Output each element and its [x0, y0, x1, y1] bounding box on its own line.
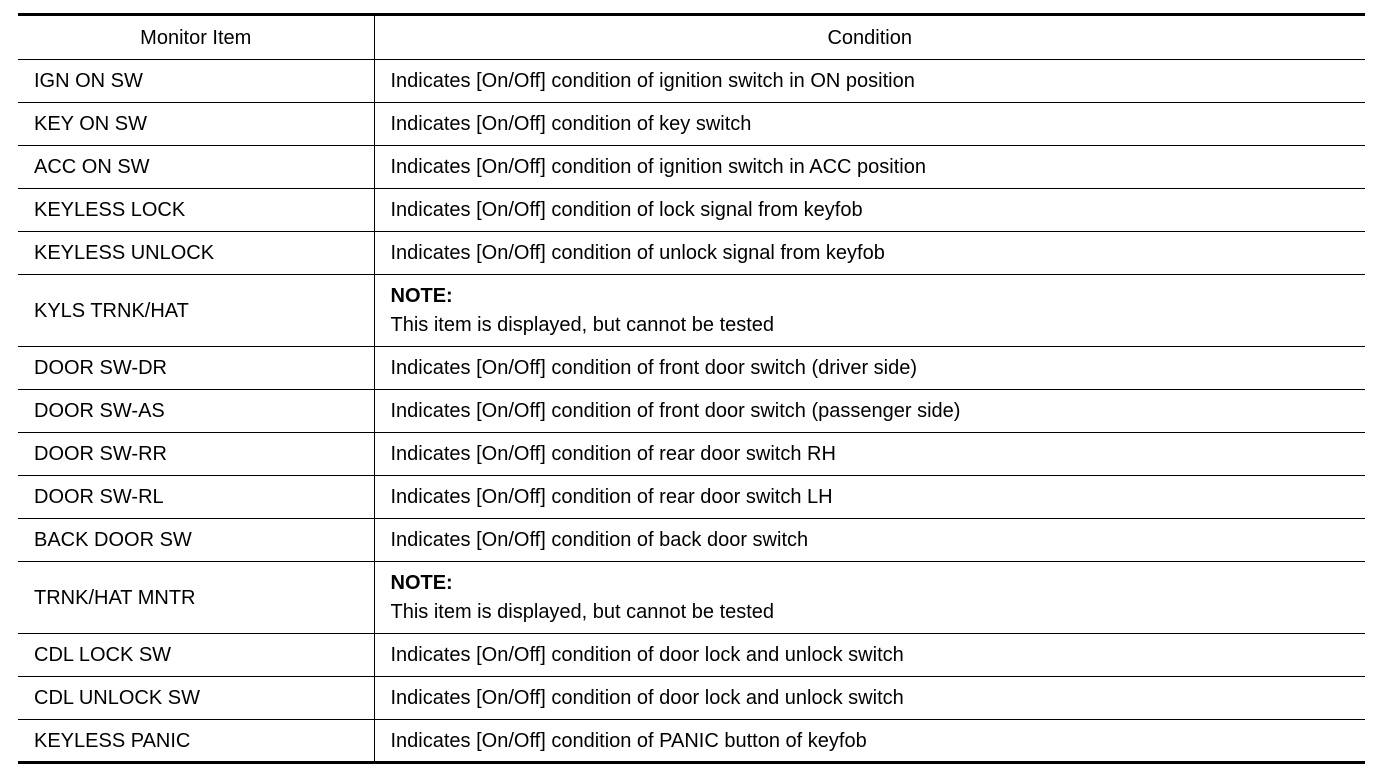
monitor-item-cell: KYLS TRNK/HAT: [18, 275, 374, 347]
note-text: This item is displayed, but cannot be tested: [390, 600, 775, 623]
monitor-item-cell: IGN ON SW: [18, 60, 374, 103]
header-monitor-item: Monitor Item: [18, 15, 374, 60]
table-header: [18, 15, 1365, 60]
condition-cell-note: [374, 275, 1365, 347]
monitor-item-cell: DOOR SW-DR: [18, 347, 374, 390]
table-row: [18, 562, 1365, 634]
monitor-item-cell: KEYLESS PANIC: [18, 720, 374, 763]
condition-cell: Indicates [On/Off] condition of ignition switch in ACC position: [374, 146, 1365, 189]
condition-cell: Indicates [On/Off] condition of door lock and unlock switch: [374, 677, 1365, 720]
monitor-item-cell: KEYLESS LOCK: [18, 189, 374, 232]
table-row: [18, 189, 1365, 232]
table-row: [18, 146, 1365, 189]
condition-cell: Indicates [On/Off] condition of lock signal from keyfob: [374, 189, 1365, 232]
table-body: [18, 60, 1365, 763]
monitor-item-table: [18, 13, 1365, 764]
monitor-item-cell: DOOR SW-RL: [18, 476, 374, 519]
note-label: NOTE:: [390, 284, 453, 307]
monitor-item-cell: KEYLESS UNLOCK: [18, 232, 374, 275]
condition-cell: Indicates [On/Off] condition of PANIC button of keyfob: [374, 720, 1365, 763]
monitor-item-cell: TRNK/HAT MNTR: [18, 562, 374, 634]
monitor-item-cell: CDL UNLOCK SW: [18, 677, 374, 720]
table-row: [18, 476, 1365, 519]
monitor-item-cell: KEY ON SW: [18, 103, 374, 146]
condition-cell-note: [374, 562, 1365, 634]
condition-cell: Indicates [On/Off] condition of front door switch (passenger side): [374, 390, 1365, 433]
condition-cell: Indicates [On/Off] condition of front door switch (driver side): [374, 347, 1365, 390]
table-row: [18, 232, 1365, 275]
monitor-item-cell: DOOR SW-AS: [18, 390, 374, 433]
table-row: [18, 60, 1365, 103]
monitor-item-cell: ACC ON SW: [18, 146, 374, 189]
condition-cell: Indicates [On/Off] condition of rear door switch LH: [374, 476, 1365, 519]
monitor-item-cell: CDL LOCK SW: [18, 634, 374, 677]
table-row: [18, 720, 1365, 763]
table-row: [18, 677, 1365, 720]
table-row: [18, 275, 1365, 347]
header-condition: Condition: [374, 15, 1365, 60]
table-row: [18, 390, 1365, 433]
monitor-item-cell: BACK DOOR SW: [18, 519, 374, 562]
table-row: [18, 634, 1365, 677]
condition-cell: Indicates [On/Off] condition of ignition switch in ON position: [374, 60, 1365, 103]
table-row: [18, 347, 1365, 390]
monitor-item-cell: DOOR SW-RR: [18, 433, 374, 476]
condition-cell: Indicates [On/Off] condition of back door switch: [374, 519, 1365, 562]
note-text: This item is displayed, but cannot be tested: [390, 313, 775, 336]
monitor-item-table-container: [18, 13, 1365, 764]
condition-cell: Indicates [On/Off] condition of door lock and unlock switch: [374, 634, 1365, 677]
note-label: NOTE:: [390, 571, 453, 594]
table-row: [18, 103, 1365, 146]
condition-cell: Indicates [On/Off] condition of unlock signal from keyfob: [374, 232, 1365, 275]
header-row: [18, 15, 1365, 60]
table-row: [18, 433, 1365, 476]
condition-cell: Indicates [On/Off] condition of key switch: [374, 103, 1365, 146]
condition-cell: Indicates [On/Off] condition of rear door switch RH: [374, 433, 1365, 476]
table-row: [18, 519, 1365, 562]
